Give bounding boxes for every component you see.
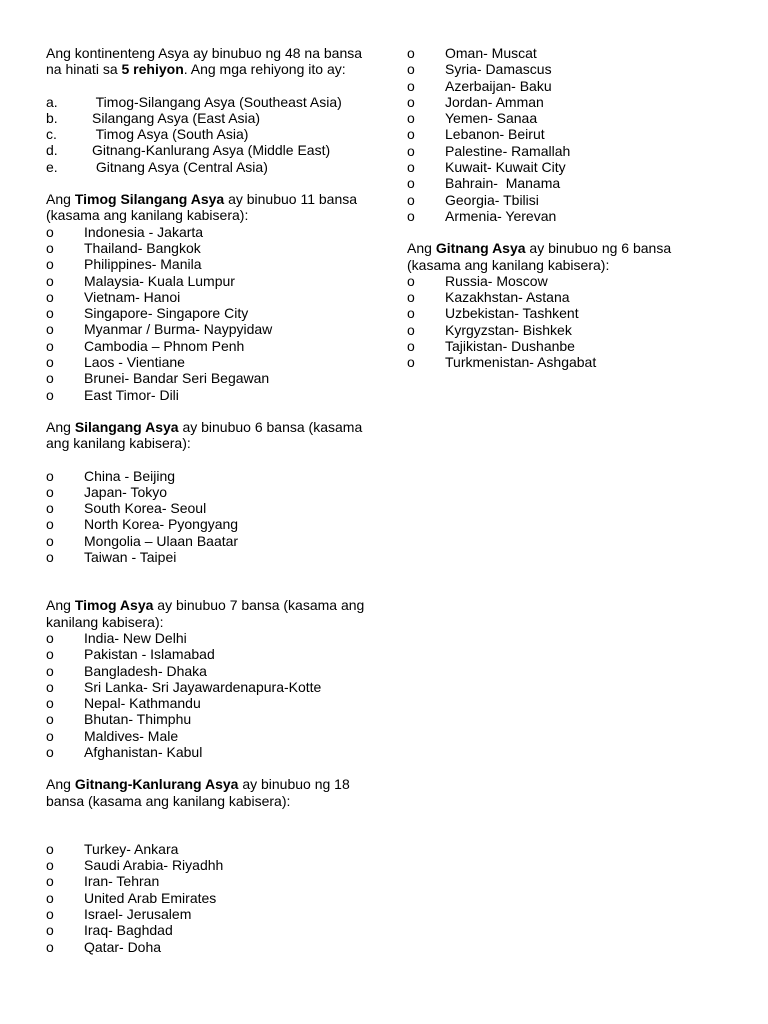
- southeast-country-list: [46, 224, 376, 403]
- list-item: [407, 143, 707, 159]
- region-item: [46, 94, 376, 110]
- list-item: [407, 322, 707, 338]
- region-label: Gitnang-Kanlurang Asya (Middle East): [92, 142, 331, 159]
- bullet-marker: o: [46, 889, 54, 906]
- list-item: [407, 61, 707, 77]
- bullet-marker: o: [407, 321, 415, 338]
- list-item: [46, 338, 376, 354]
- country-capital: Georgia- Tbilisi: [445, 191, 539, 208]
- country-capital: Turkey- Ankara: [84, 840, 179, 857]
- southeast-heading: [46, 191, 376, 224]
- list-item: [46, 321, 376, 337]
- list-item: [407, 110, 707, 126]
- list-item: [46, 890, 376, 906]
- list-item: [46, 922, 376, 938]
- list-item: [46, 533, 376, 549]
- country-capital: Bangladesh- Dhaka: [84, 662, 207, 679]
- heading-pre: Ang: [46, 418, 75, 435]
- list-item: [46, 939, 376, 955]
- list-item: [46, 873, 376, 889]
- country-capital: Laos - Vientiane: [84, 354, 185, 371]
- bullet-marker: o: [46, 239, 54, 256]
- heading-bold: Timog Silangang Asya: [74, 191, 225, 208]
- region-letter: c.: [46, 126, 57, 143]
- bullet-marker: o: [46, 727, 54, 744]
- list-item: [407, 289, 707, 305]
- country-capital: Jordan- Amman: [445, 93, 544, 110]
- bullet-marker: o: [46, 629, 54, 646]
- heading-post: ay binubuo 6 bansa (kasama ang kanilang kabisera):: [46, 418, 363, 452]
- bullet-marker: o: [407, 93, 415, 110]
- bullet-marker: o: [46, 840, 54, 857]
- list-item: [46, 679, 376, 695]
- bullet-marker: o: [407, 175, 415, 192]
- list-item: [46, 500, 376, 516]
- country-capital: East Timor- Dili: [84, 386, 179, 403]
- country-capital: Maldives- Male: [84, 727, 179, 744]
- list-item: [46, 516, 376, 532]
- country-capital: United Arab Emirates: [84, 889, 217, 906]
- country-capital: Kyrgyzstan- Bishkek: [445, 321, 572, 338]
- country-capital: Brunei- Bandar Seri Begawan: [84, 370, 270, 387]
- list-item: [46, 857, 376, 873]
- country-capital: Kuwait- Kuwait City: [445, 159, 566, 176]
- central-country-list: [407, 273, 707, 371]
- country-capital: Israel- Jerusalem: [84, 906, 192, 923]
- bullet-marker: o: [407, 110, 415, 127]
- bullet-marker: o: [46, 873, 54, 890]
- heading-bold: Gitnang-Kanlurang Asya: [74, 776, 239, 793]
- south-heading: [46, 597, 376, 630]
- region-label: Silangang Asya (East Asia): [92, 109, 261, 126]
- bullet-marker: o: [46, 256, 54, 273]
- list-item: [46, 224, 376, 240]
- heading-bold: Gitnang Asya: [435, 240, 526, 257]
- east-heading: [46, 419, 376, 452]
- bullet-marker: o: [46, 467, 54, 484]
- list-item: [46, 468, 376, 484]
- list-item: [46, 305, 376, 321]
- country-capital: Armenia- Yerevan: [445, 207, 557, 224]
- list-item: [407, 78, 707, 94]
- intro-bold: 5 rehiyon: [121, 61, 184, 78]
- country-capital: Singapore- Singapore City: [84, 305, 249, 322]
- heading-pre: Ang: [46, 191, 75, 208]
- region-list: [46, 94, 376, 175]
- heading-bold: Timog Asya: [74, 597, 154, 614]
- list-item: [407, 175, 707, 191]
- country-capital: Malaysia- Kuala Lumpur: [84, 272, 235, 289]
- country-capital: Syria- Damascus: [445, 61, 552, 78]
- region-item: [46, 110, 376, 126]
- country-capital: Japan- Tokyo: [84, 483, 168, 500]
- country-capital: Uzbekistan- Tashkent: [445, 305, 579, 322]
- bullet-marker: o: [46, 516, 54, 533]
- country-capital: Bhutan- Thimphu: [84, 711, 192, 728]
- list-item: [46, 646, 376, 662]
- country-capital: Philippines- Manila: [84, 256, 202, 273]
- country-capital: Thailand- Bangkok: [84, 239, 201, 256]
- heading-post: ay binubuo 11 bansa (kasama ang kanilang kabisera):: [46, 191, 358, 224]
- bullet-marker: o: [46, 321, 54, 338]
- country-capital: Sri Lanka- Sri Jayawardenapura-Kotte: [84, 678, 322, 695]
- country-capital: North Korea- Pyongyang: [84, 516, 239, 533]
- list-item: [407, 273, 707, 289]
- left-column: [46, 45, 376, 955]
- region-label: Timog Asya (South Asia): [92, 126, 249, 143]
- region-item: [46, 142, 376, 158]
- bullet-marker: o: [46, 386, 54, 403]
- country-capital: Pakistan - Islamabad: [84, 646, 215, 663]
- region-letter: b.: [46, 109, 58, 126]
- country-capital: Cambodia – Phnom Penh: [84, 337, 245, 354]
- bullet-marker: o: [46, 305, 54, 322]
- list-item: [407, 354, 707, 370]
- country-capital: China - Beijing: [84, 467, 176, 484]
- heading-post: ay binubuo 7 bansa (kasama ang kanilang kabisera):: [46, 597, 365, 630]
- country-capital: Nepal- Kathmandu: [84, 695, 201, 712]
- bullet-marker: o: [46, 549, 54, 566]
- bullet-marker: o: [46, 500, 54, 517]
- country-capital: Qatar- Doha: [84, 938, 162, 955]
- bullet-marker: o: [407, 338, 415, 355]
- bullet-marker: o: [407, 354, 415, 371]
- bullet-marker: o: [46, 354, 54, 371]
- bullet-marker: o: [407, 159, 415, 176]
- bullet-marker: o: [46, 272, 54, 289]
- country-capital: Yemen- Sanaa: [445, 110, 538, 127]
- country-capital: Tajikistan- Dushanbe: [445, 338, 575, 355]
- country-capital: India- New Delhi: [84, 629, 187, 646]
- list-item: [46, 256, 376, 272]
- bullet-marker: o: [46, 938, 54, 955]
- country-capital: Russia- Moscow: [445, 272, 548, 289]
- intro-text: Ang kontinenteng Asya ay binubuo ng 48 na bansa na hinati sa: [46, 45, 363, 78]
- list-item: [46, 273, 376, 289]
- heading-pre: Ang: [46, 776, 75, 793]
- country-capital: Bahrain- Manama: [445, 175, 561, 192]
- region-label: Timog-Silangang Asya (Southeast Asia): [92, 93, 342, 110]
- bullet-marker: o: [407, 305, 415, 322]
- list-item: [46, 663, 376, 679]
- bullet-marker: o: [46, 483, 54, 500]
- bullet-marker: o: [46, 743, 54, 760]
- bullet-marker: o: [46, 678, 54, 695]
- central-heading: [407, 240, 707, 273]
- bullet-marker: o: [46, 857, 54, 874]
- list-item: [407, 45, 707, 61]
- heading-bold: Silangang Asya: [74, 418, 179, 435]
- list-item: [46, 711, 376, 727]
- right-column: [407, 45, 707, 371]
- bullet-marker: o: [46, 906, 54, 923]
- list-item: [46, 354, 376, 370]
- bullet-marker: o: [407, 207, 415, 224]
- bullet-marker: o: [407, 142, 415, 159]
- list-item: [46, 744, 376, 760]
- bullet-marker: o: [407, 61, 415, 78]
- list-item: [46, 728, 376, 744]
- country-capital: Myanmar / Burma- Naypyidaw: [84, 321, 273, 338]
- list-item: [407, 305, 707, 321]
- bullet-marker: o: [407, 45, 415, 61]
- heading-post: ay binubuo ng 6 bansa (kasama ang kanilang kabisera):: [407, 240, 672, 273]
- bullet-marker: o: [46, 370, 54, 387]
- bullet-marker: o: [407, 289, 415, 306]
- list-item: [46, 240, 376, 256]
- middle-east-country-list-continued: [407, 45, 707, 224]
- list-item: [46, 630, 376, 646]
- bullet-marker: o: [407, 126, 415, 143]
- bullet-marker: o: [46, 711, 54, 728]
- country-capital: Afghanistan- Kabul: [84, 743, 203, 760]
- list-item: [46, 484, 376, 500]
- country-capital: Iraq- Baghdad: [84, 922, 173, 939]
- country-capital: Vietnam- Hanoi: [84, 288, 181, 305]
- region-letter: a.: [46, 93, 58, 110]
- east-country-list: [46, 468, 376, 566]
- list-item: [46, 289, 376, 305]
- heading-pre: Ang: [407, 240, 436, 257]
- country-capital: Palestine- Ramallah: [445, 142, 571, 159]
- country-capital: Azerbaijan- Baku: [445, 77, 552, 94]
- country-capital: Indonesia - Jakarta: [84, 223, 204, 240]
- region-letter: e.: [46, 158, 58, 175]
- intro-paragraph: [46, 45, 376, 78]
- bullet-marker: o: [46, 646, 54, 663]
- list-item: [407, 159, 707, 175]
- bullet-marker: o: [46, 922, 54, 939]
- list-item: [46, 549, 376, 565]
- list-item: [46, 387, 376, 403]
- intro-text-end: . Ang mga rehiyong ito ay:: [183, 61, 346, 78]
- region-item: [46, 159, 376, 175]
- list-item: [407, 192, 707, 208]
- region-item: [46, 126, 376, 142]
- country-capital: Lebanon- Beirut: [445, 126, 545, 143]
- bullet-marker: o: [407, 191, 415, 208]
- country-capital: Iran- Tehran: [84, 873, 160, 890]
- list-item: [407, 208, 707, 224]
- heading-post: ay binubuo ng 18 bansa (kasama ang kanilang kabisera):: [46, 776, 350, 809]
- south-country-list: [46, 630, 376, 760]
- middle-east-country-list: [46, 841, 376, 955]
- bullet-marker: o: [407, 272, 415, 289]
- country-capital: Kazakhstan- Astana: [445, 289, 570, 306]
- country-capital: Taiwan - Taipei: [84, 549, 177, 566]
- bullet-marker: o: [46, 223, 54, 240]
- country-capital: Turkmenistan- Ashgabat: [445, 354, 597, 371]
- bullet-marker: o: [46, 337, 54, 354]
- country-capital: South Korea- Seoul: [84, 500, 207, 517]
- middle-east-heading: [46, 776, 376, 809]
- country-capital: Saudi Arabia- Riyadhh: [84, 857, 224, 874]
- list-item: [46, 841, 376, 857]
- bullet-marker: o: [46, 662, 54, 679]
- country-capital: Mongolia – Ulaan Baatar: [84, 532, 239, 549]
- bullet-marker: o: [46, 532, 54, 549]
- list-item: [46, 695, 376, 711]
- bullet-marker: o: [46, 695, 54, 712]
- list-item: [46, 370, 376, 386]
- region-letter: d.: [46, 142, 58, 159]
- region-label: Gitnang Asya (Central Asia): [92, 158, 268, 175]
- bullet-marker: o: [46, 288, 54, 305]
- list-item: [407, 94, 707, 110]
- list-item: [407, 338, 707, 354]
- country-capital: Oman- Muscat: [445, 45, 537, 61]
- list-item: [407, 126, 707, 142]
- bullet-marker: o: [407, 77, 415, 94]
- list-item: [46, 906, 376, 922]
- heading-pre: Ang: [46, 597, 75, 614]
